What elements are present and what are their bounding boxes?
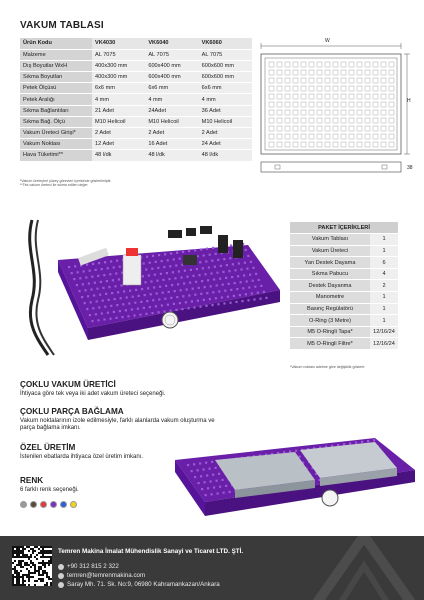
spec-value: 2 Adet <box>199 128 252 139</box>
spec-value: 2 Adet <box>92 128 145 139</box>
spec-label: Sıkma Bağ. Ölçü <box>20 116 92 127</box>
contact-email <box>58 572 145 579</box>
spec-row <box>20 94 252 105</box>
spec-label: Malzeme <box>20 49 92 60</box>
vacuum-table-with-parts-photo <box>175 420 415 530</box>
package-item-name: O-Ring (3 Metre) <box>290 315 370 327</box>
spec-value: M10 Helicoil <box>145 116 198 127</box>
spec-row <box>20 72 252 83</box>
package-row <box>290 280 398 292</box>
spec-value: 600x600 mm <box>199 60 252 71</box>
spec-row <box>20 60 252 71</box>
spec-value: M10 Helicoil <box>199 116 252 127</box>
package-item-qty: 1 <box>370 315 398 327</box>
package-title: PAKET İÇERİKLERİ <box>290 222 398 234</box>
page-title: VAKUM TABLASI <box>20 20 104 31</box>
spec-value: M10 Helicoil <box>92 116 145 127</box>
contact-phone <box>58 563 119 570</box>
color-swatch <box>30 501 37 508</box>
color-swatch <box>40 501 47 508</box>
package-item-qty: 12/16/24 <box>370 338 398 350</box>
package-row <box>290 257 398 269</box>
spec-label: Sıkma Bağlantıları <box>20 105 92 116</box>
dimension-width-label: W <box>325 38 330 44</box>
spec-value: 600x400 mm <box>145 60 198 71</box>
package-item-name: M5 O-Ringli Tapa* <box>290 326 370 338</box>
phone-icon <box>58 564 64 570</box>
spec-value: AL 7075 <box>145 49 198 60</box>
spec-value: 24 Adet <box>199 139 252 150</box>
spec-value: 4 mm <box>92 94 145 105</box>
spec-value: 400x300 mm <box>92 72 145 83</box>
spec-row <box>20 139 252 150</box>
spec-value: 48 l/dk <box>145 150 198 161</box>
spec-row <box>20 83 252 94</box>
spec-value: VK4030 <box>92 38 145 49</box>
package-row <box>290 292 398 304</box>
package-row <box>290 234 398 246</box>
table-outline-drawing <box>255 38 415 188</box>
spec-value: 6x6 mm <box>199 83 252 94</box>
feature-text: 6 farklı renk seçeneği. <box>20 486 79 493</box>
spec-value: 6x6 mm <box>92 83 145 94</box>
spec-value: VK6060 <box>199 38 252 49</box>
spec-row <box>20 49 252 60</box>
spec-row <box>20 128 252 139</box>
spec-row <box>20 116 252 127</box>
spec-row <box>20 150 252 161</box>
technical-drawing <box>255 38 415 188</box>
spec-label: Vakum Üreteci Girişi* <box>20 128 92 139</box>
package-item-qty: 4 <box>370 268 398 280</box>
spec-value: 600x400 mm <box>145 72 198 83</box>
package-item-name: Sıkma Pabucu <box>290 268 370 280</box>
spec-table <box>20 38 252 162</box>
color-swatch <box>60 501 67 508</box>
spec-label: Ürün Kodu <box>20 38 92 49</box>
email-icon <box>58 573 64 579</box>
package-item-qty: 12/16/24 <box>370 326 398 338</box>
spec-label: Petek Ölçüsü <box>20 83 92 94</box>
color-swatch <box>70 501 77 508</box>
logo-watermark-icon <box>294 536 424 600</box>
feature-title: ÇOKLU PARÇA BAĞLAMA <box>20 407 124 416</box>
package-item-qty: 2 <box>370 280 398 292</box>
spec-value: 6x6 mm <box>145 83 198 94</box>
spec-footnote: **Tek vakum üreteci ile sıkma edilen değer <box>20 183 88 188</box>
spec-label: Sıkma Boyutları <box>20 72 92 83</box>
spec-label: Vakum Noktası <box>20 139 92 150</box>
footer <box>0 536 424 600</box>
spec-row <box>20 105 252 116</box>
spec-footnote: *Vakum üreteçleri yüzey görevleri içerisinde gösterilmiştir. <box>20 179 112 183</box>
spec-value: 24Adet <box>145 105 198 116</box>
package-item-qty: 6 <box>370 257 398 269</box>
location-icon <box>58 582 64 588</box>
package-item-name: Vakum Üreteci <box>290 245 370 257</box>
feature-text: İstenilen ebatlarda ihtiyaca özel üretim imkanı. <box>20 453 144 460</box>
package-item-name: Yan Destek Dayama <box>290 257 370 269</box>
package-item-qty: 1 <box>370 303 398 315</box>
spec-value: 4 mm <box>199 94 252 105</box>
package-item-name: Basınç Regülatörü <box>290 303 370 315</box>
feature-text: Vakum noktalarının izole edilmesiyle, farklı alanlarda vakum oluşturma ve parça bağlama imkanı. <box>20 417 215 431</box>
qr-code <box>12 546 52 586</box>
phone-text: +90 312 815 2 322 <box>67 563 119 570</box>
feature-title: ÇOKLU VAKUM ÜRETİCİ <box>20 380 116 389</box>
color-swatch <box>20 501 27 508</box>
package-row <box>290 303 398 315</box>
package-row <box>290 326 398 338</box>
spec-label: Hava Tüketimi** <box>20 150 92 161</box>
package-item-qty: 1 <box>370 245 398 257</box>
feature-title: ÖZEL ÜRETİM <box>20 443 76 452</box>
package-row <box>290 315 398 327</box>
spec-label: Dış Boyutlar WxH <box>20 60 92 71</box>
package-row <box>290 245 398 257</box>
spec-value: VK6040 <box>145 38 198 49</box>
spec-value: AL 7075 <box>199 49 252 60</box>
address-text: Saray Mh. 71. Sk. No:9, 06980 Kahramankazan/Ankara <box>67 581 220 588</box>
package-item-name: Manometre <box>290 292 370 304</box>
spec-label: Petek Aralığı <box>20 94 92 105</box>
feature-multi-vacuum <box>20 380 220 398</box>
spec-footnotes <box>20 179 111 188</box>
package-item-name: Vakum Tablası <box>290 234 370 246</box>
spec-value: 600x600 mm <box>199 72 252 83</box>
package-row <box>290 268 398 280</box>
package-note: *Vakum noktası adetine göre değişiklik gösterir. <box>290 365 366 369</box>
email-text: temren@temrenmakina.com <box>67 572 146 579</box>
dimension-height-label: H <box>407 98 411 104</box>
spec-value: 4 mm <box>145 94 198 105</box>
package-item-qty: 1 <box>370 234 398 246</box>
package-item-qty: 1 <box>370 292 398 304</box>
package-item-name: M5 O-Ringli Filtre* <box>290 338 370 350</box>
package-item-name: Destek Dayanma <box>290 280 370 292</box>
spec-value: 21 Adet <box>92 105 145 116</box>
feature-text: İhtiyaca göre tek veya iki adet vakum üreteci seçeneği. <box>20 390 166 397</box>
feature-title: RENK <box>20 476 44 485</box>
contact-address <box>58 581 220 588</box>
dimension-depth-label: 38 <box>407 165 413 171</box>
package-contents-table <box>290 222 398 350</box>
spec-value: 400x300 mm <box>92 60 145 71</box>
color-swatches <box>20 501 77 508</box>
spec-header-row <box>20 38 252 49</box>
spec-value: 16 Adet <box>145 139 198 150</box>
spec-value: AL 7075 <box>92 49 145 60</box>
color-swatch <box>50 501 57 508</box>
package-header-row <box>290 222 398 234</box>
spec-value: 48 l/dk <box>92 150 145 161</box>
spec-value: 12 Adet <box>92 139 145 150</box>
spec-value: 36 Adet <box>199 105 252 116</box>
spec-value: 2 Adet <box>145 128 198 139</box>
spec-value: 48 l/dk <box>199 150 252 161</box>
company-name: Temren Makina İmalat Mühendislik Sanayi ve Ticaret LTD. ŞTİ. <box>58 548 244 555</box>
package-row <box>290 338 398 350</box>
vacuum-table-photo <box>18 200 288 360</box>
